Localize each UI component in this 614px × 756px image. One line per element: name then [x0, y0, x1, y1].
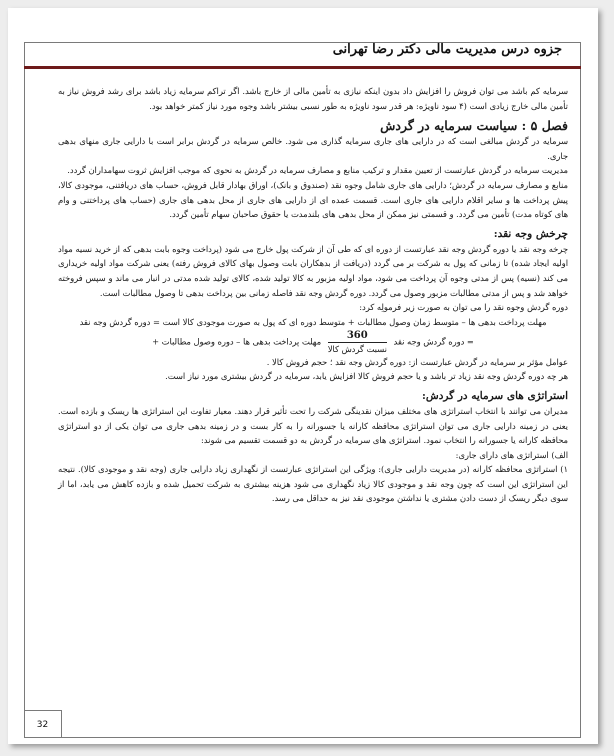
strategy-paragraph-2: الف) استراتژی های دارای جاری:	[455, 449, 568, 460]
formula-line-1: مهلت پرداخت بدهی ها – متوسط زمان وصول مطالبات + متوسط دوره ای که پول به صورت موجودی کالا است = دوره گردش وجه نقد	[79, 316, 547, 327]
formula-right-text: = دوره گردش وجه نقد	[393, 336, 474, 347]
strategy-paragraph-1: مدیران می توانند با انتخاب استراتژی های مختلف میزان نقدینگی شرکت را تحت تأثیر قرار دهند. معیار تفاوت این استراتژی ها ریسک و بازده است. یعنی در زمینه دارایی جاری می توان استراتژی محافظه کارانه یا جسورانه را به کار بست و در زمینه بدهی جاری می توان یکی از دو استراتژی محافظه کارانه یا جسورانه را انتخاب نمود. استراتژی های سرمایه در گردش به دو قسمت تقسیم می شوند:	[58, 405, 568, 446]
strategy-heading: استراتژی های سرمایه در گردش:	[422, 389, 568, 402]
cash-cycle-paragraph-1: چرخه وجه نقد یا دوره گردش وجه نقد عبارتست از دوره ای که طی آن از شرکت پول خارج می شود (پرداخت وجوه بابت بدهی که از خرید نسیه مواد اولیه ایجاد شده) تا زمانی که پول به شرکت بر می گردد (دریافت از بدهکاران بابت وصول بهای کالای فروش رفته) یعنی شرکت مواد اولیه خریداری می کند (نسیه) پس از مدتی وجوه آن پرداخت می شود، مواد اولیه مزبور به کالا تولید شده، کالای تولید شده مدتی در انبار می ماند و سپس فروخته خواهد شد و پس از مدتی مطالبات مزبور وصول می گردد. دوره گردش وجه نقد فاصله زمانی بین پرداخت بدهی تا وصول مطالبات است.	[58, 243, 568, 298]
chapter-title: فصل ۵ : سیاست سرمایه در گردش	[380, 118, 568, 134]
cash-cycle-paragraph-3: عوامل مؤثر بر سرمایه در گردش عبارتست از: دوره گردش وجه نقد ؛ حجم فروش کالا .	[266, 356, 568, 367]
cash-cycle-heading: چرخش وجه نقد:	[493, 227, 568, 240]
intro-paragraph: سرمایه کم باشد می توان فروش را افزایش داد بدون اینکه نیازی به تأمین مالی از خارج باشد. اگر تراکم سرمایه زیاد باشد برای رشد فروش نیاز به تأمین مالی خارج زیادی است (۴ سود ناویژه: هر قدر سود ناویژه به طور نسبی بیشتر باشد وجوه مورد نیاز کمتر خواهد بود.	[58, 86, 568, 111]
formula-numerator: 360	[328, 329, 387, 343]
formula-left-text: مهلت پرداخت بدهی ها – دوره وصول مطالبات +	[152, 336, 322, 347]
formula-denominator: نسبت گردش کالا	[327, 343, 387, 354]
document-page	[8, 8, 598, 744]
formula-line-2	[58, 329, 568, 355]
cash-cycle-paragraph-2: دوره گردش وجوه نقد را می توان به صورت زیر فرمولِه کرد:	[359, 302, 568, 313]
page-header-title: جزوه درس مدیریت مالی دکتر رضا تهرانی	[332, 42, 562, 57]
page-number: 32	[24, 710, 62, 738]
formula-fraction	[328, 329, 387, 355]
chapter-paragraph-1: سرمایه در گردش مبالغی است که در دارایی های جاری سرمایه گذاری می شود. خالص سرمایه در گردش برابر است با دارایی جاری منهای بدهی جاری.	[58, 136, 568, 161]
chapter-paragraph-2: مدیریت سرمایه در گردش عبارتست از تعیین مقدار و ترکیب منابع و مصارف سرمایه در گردش به نحوی که موجب افزایش ثروت سهامداران گردد.	[67, 165, 568, 176]
strategy-paragraph-3: ۱) استراتژی محافظه کارانه (در مدیریت دارایی جاری): ویژگی این استراتژی عبارتست از نگهداری زیاد دارایی جاری (وجه نقد و موجودی کالا). نتیجه این استراتژی این است که چون وجه نقد و موجودی کالا زیاد نگهداری می شود هزینه بیشتری به شرکت تحمیل شده و بازده کاهش می یابد، اما از سوی دیگر ریسک از دست دادن مشتری یا نداشتن موجودی نقد نیز به حداقل می رسد.	[58, 464, 568, 504]
header-rule	[24, 66, 581, 69]
page-content	[58, 84, 568, 506]
cash-cycle-paragraph-4: هر چه دوره گردش وجه نقد زیاد تر باشد و یا حجم فروش کالا افزایش یابد، سرمایه در گردش بیشتری مورد نیاز است.	[165, 371, 568, 382]
chapter-paragraph-3: منابع و مصارف سرمایه در گردش؛ دارایی های جاری شامل وجوه نقد (صندوق و بانک)، اوراق بهادار قابل فروش، حساب های دریافتنی، موجودی کالا، پیش پرداخت ها و سایر اقلام دارایی های جاری است. قسمت عمده ای از دارایی های جاری از محل بدهی های جاری (حساب های پرداختنی و وام های کوتاه مدت) تأمین می گردد. و قسمتی نیز ممکن از محل بدهی های بلندمدت یا حقوق صاحبان سهام تأمین گردد.	[58, 179, 568, 220]
